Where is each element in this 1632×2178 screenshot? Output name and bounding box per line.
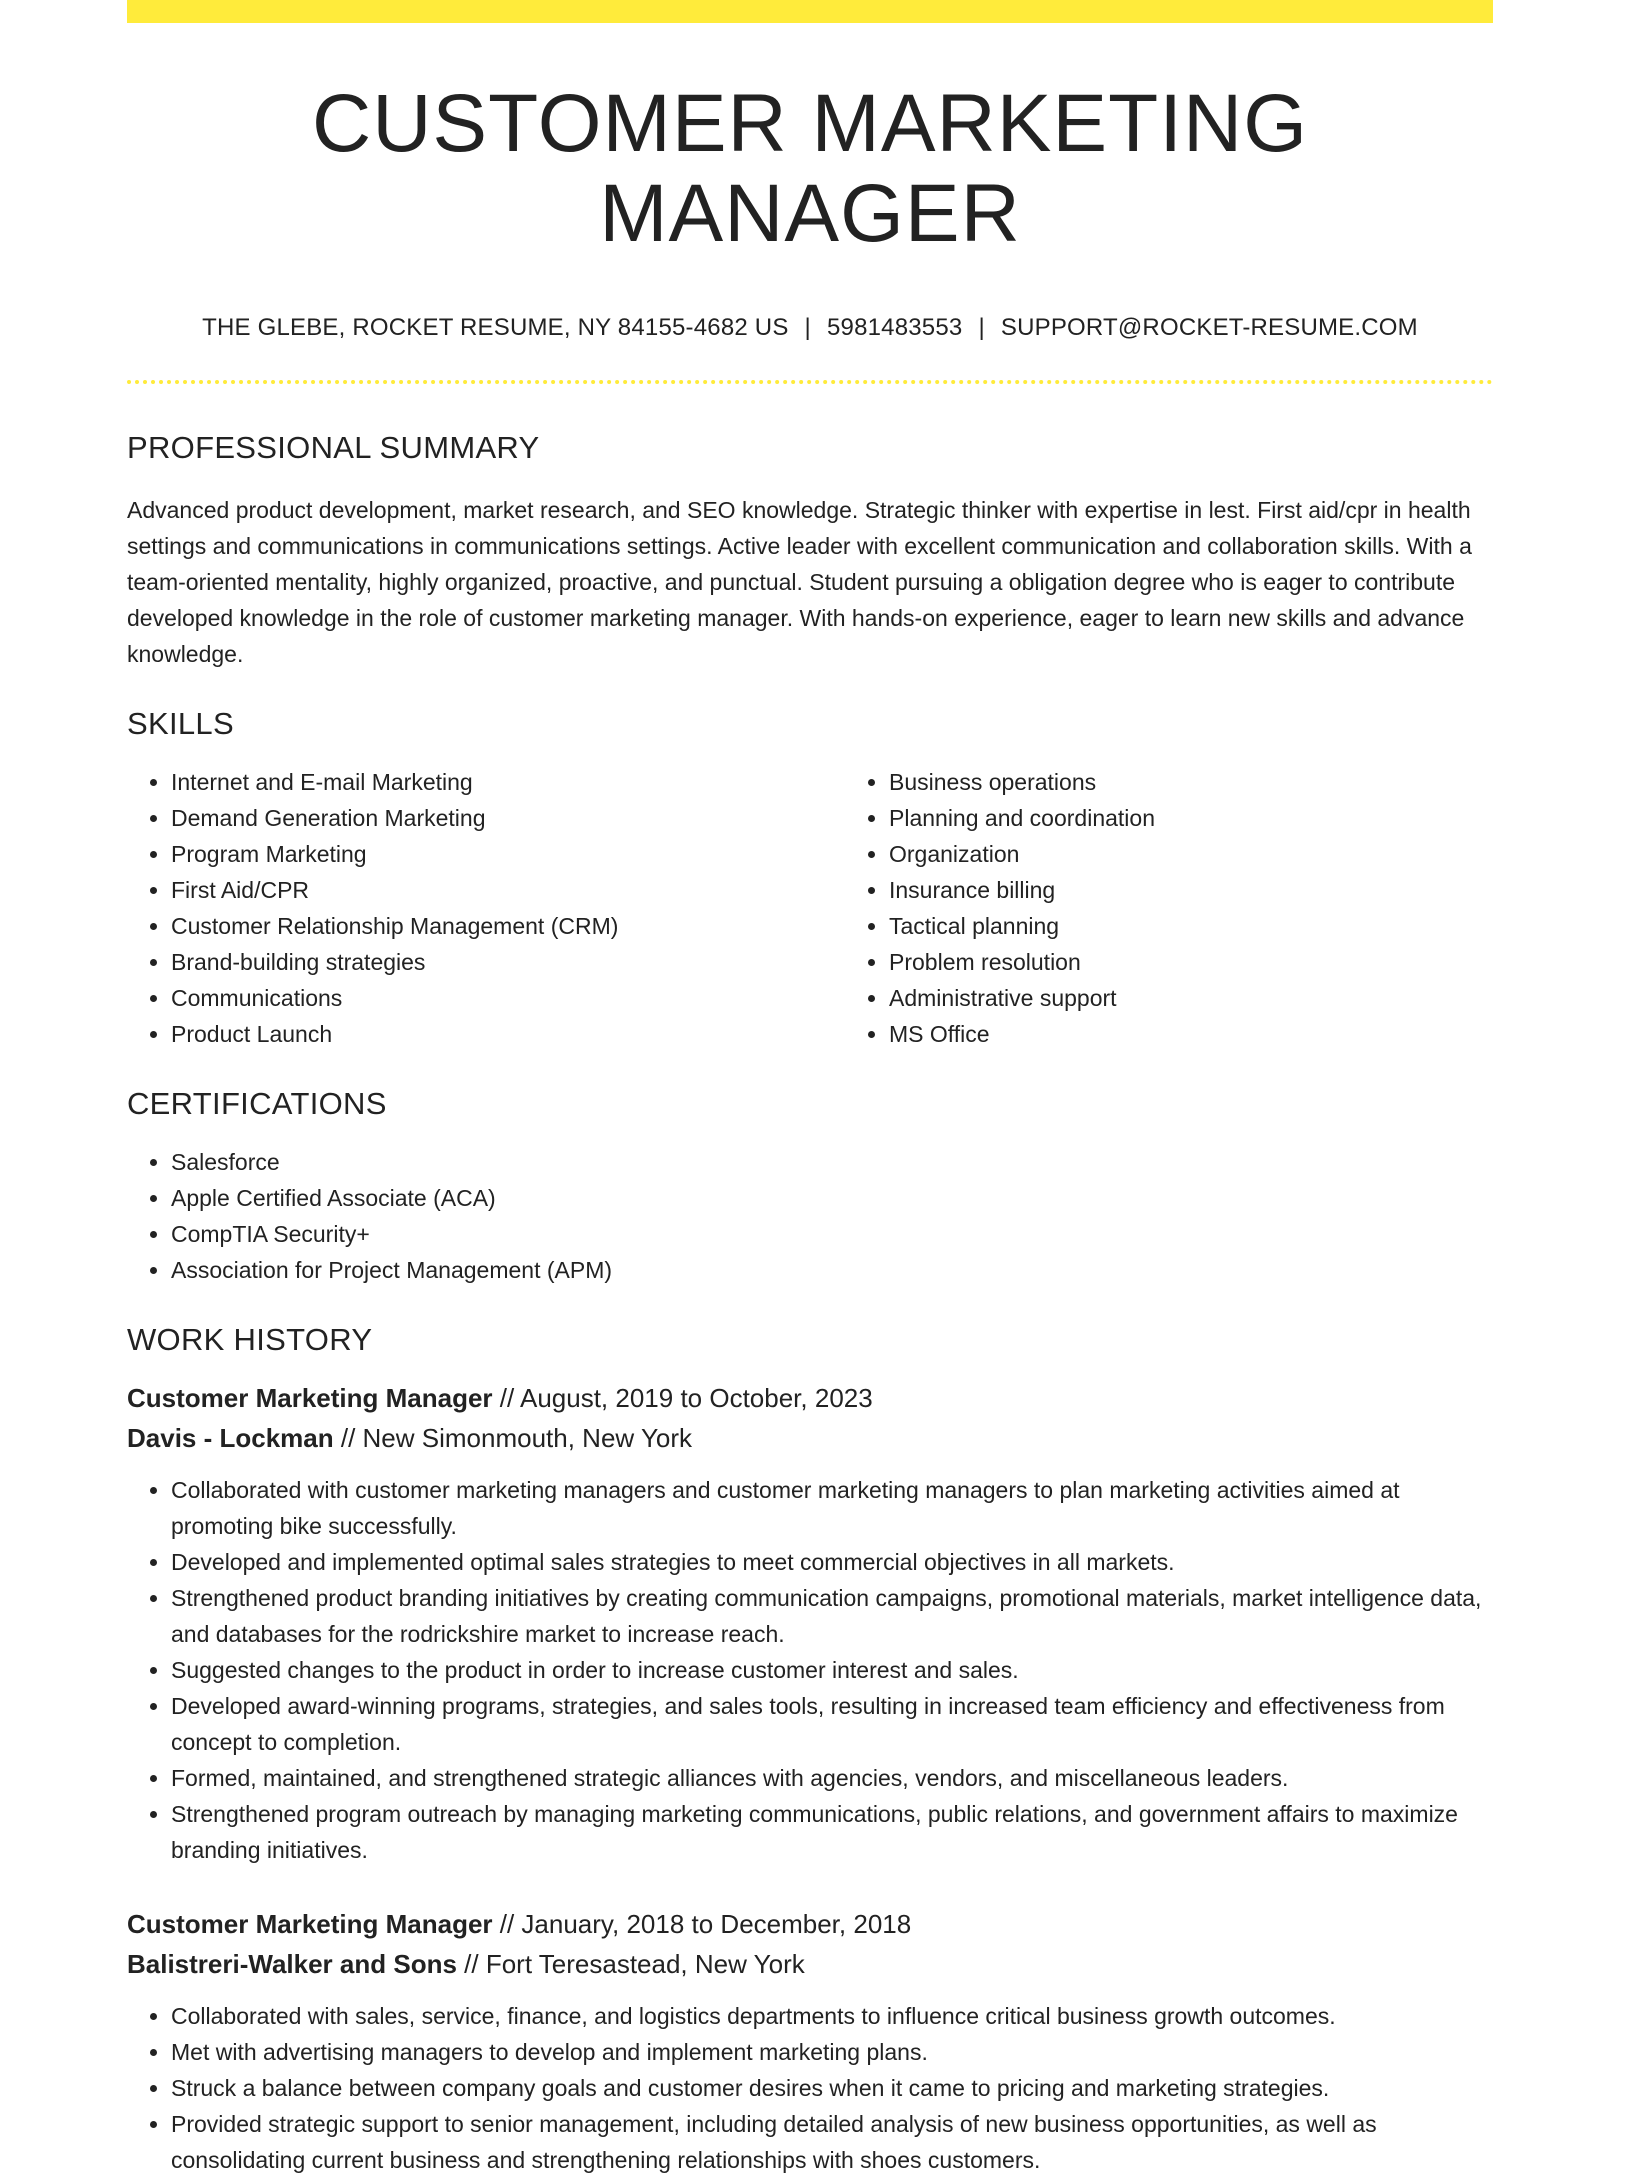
- job-location: // New Simonmouth, New York: [333, 1423, 693, 1454]
- dotted-divider: [127, 380, 1493, 384]
- skill-item: • Communications: [171, 980, 845, 1016]
- certifications-list: [127, 1144, 1493, 1288]
- job-entry: [127, 1904, 1493, 2178]
- skills-right-list: [845, 764, 1563, 1052]
- contact-address: THE GLEBE, ROCKET RESUME, NY 84155-4682 US: [202, 314, 789, 342]
- job-dates: // August, 2019 to October, 2023: [492, 1383, 873, 1414]
- job-bullet: • Developed award-winning programs, strategies, and sales tools, resulting in increased team efficiency and effectiveness from concept to completion.: [171, 1688, 1493, 1760]
- job-bullet: • Provided strategic support to senior management, including detailed analysis of new business opportunities, as well as consolidating current business and strengthening relationships with shoes customers.: [171, 2106, 1493, 2178]
- skill-item: • Tactical planning: [889, 908, 1563, 944]
- job-bullets: [127, 1472, 1493, 1868]
- skills-left-list: [127, 764, 845, 1052]
- contact-email: SUPPORT@ROCKET-RESUME.COM: [1000, 314, 1418, 342]
- certifications-heading: CERTIFICATIONS: [127, 1086, 387, 1122]
- job-bullet: • Strengthened product branding initiatives by creating communication campaigns, promotional materials, market intelligence data, and databases for the rodrickshire market to increase reach.: [171, 1580, 1493, 1652]
- skill-item: • Organization: [889, 836, 1563, 872]
- job-location: // Fort Teresastead, New York: [456, 1949, 805, 1980]
- job-bullet: • Strengthened program outreach by managing marketing communications, public relations, and government affairs to maximize branding initiatives.: [171, 1796, 1493, 1868]
- job-title: Customer Marketing Manager: [127, 1909, 493, 1940]
- summary-heading: PROFESSIONAL SUMMARY: [127, 430, 540, 466]
- contact-separator: |: [978, 314, 985, 342]
- job-company-line: [127, 1418, 1493, 1458]
- job-bullets: [127, 1998, 1493, 2178]
- certification-item: • Association for Project Management (APM): [171, 1252, 1493, 1288]
- contact-phone: 5981483553: [826, 314, 963, 342]
- job-bullet: • Struck a balance between company goals and customer desires when it came to pricing and marketing strategies.: [171, 2070, 1493, 2106]
- job-bullet: • Met with advertising managers to develop and implement marketing plans.: [171, 2034, 1493, 2070]
- certification-item: • CompTIA Security+: [171, 1216, 1493, 1252]
- job-dates: // January, 2018 to December, 2018: [492, 1909, 912, 1940]
- job-title-line: [127, 1378, 1493, 1418]
- contact-line: [127, 314, 1493, 342]
- skill-item: • MS Office: [889, 1016, 1563, 1052]
- work-history-heading: WORK HISTORY: [127, 1322, 373, 1358]
- skill-item: • Customer Relationship Management (CRM): [171, 908, 845, 944]
- skill-item: • Program Marketing: [171, 836, 845, 872]
- skill-item: • Planning and coordination: [889, 800, 1563, 836]
- skill-item: • Business operations: [889, 764, 1563, 800]
- skill-item: • Demand Generation Marketing: [171, 800, 845, 836]
- contact-separator: |: [804, 314, 811, 342]
- summary-text: Advanced product development, market research, and SEO knowledge. Strategic thinker with expertise in lest. First aid/cpr in health settings and communications in communications settings. Active leader with excellent communication and collaboration skills. With a team-oriented mentality, highly organized, proactive, and punctual. Student pursuing a obligation degree who is eager to contribute developed knowledge in the role of customer marketing manager. With hands-on experience, eager to learn new skills and advance knowledge.: [127, 497, 1472, 668]
- skill-item: • Administrative support: [889, 980, 1563, 1016]
- resume-page: [127, 0, 1493, 2178]
- skill-item: • Insurance billing: [889, 872, 1563, 908]
- job-title-line: [127, 1904, 1493, 1944]
- accent-bar: [127, 0, 1493, 23]
- skill-item: • Problem resolution: [889, 944, 1563, 980]
- resume-title: CUSTOMER MARKETING MANAGER: [312, 78, 1308, 260]
- job-company: Balistreri-Walker and Sons: [127, 1949, 457, 1980]
- job-company: Davis - Lockman: [127, 1423, 334, 1454]
- job-bullet: • Collaborated with sales, service, finance, and logistics departments to influence critical business growth outcomes.: [171, 1998, 1493, 2034]
- skills-columns: [127, 764, 1493, 1052]
- skill-item: • First Aid/CPR: [171, 872, 845, 908]
- job-title: Customer Marketing Manager: [127, 1383, 493, 1414]
- job-bullet: • Collaborated with customer marketing managers and customer marketing managers to plan marketing activities aimed at promoting bike successfully.: [171, 1472, 1493, 1544]
- job-bullet: • Developed and implemented optimal sales strategies to meet commercial objectives in all markets.: [171, 1544, 1493, 1580]
- skill-item: • Brand-building strategies: [171, 944, 845, 980]
- skill-item: • Internet and E-mail Marketing: [171, 764, 845, 800]
- job-bullet: • Formed, maintained, and strengthened strategic alliances with agencies, vendors, and miscellaneous leaders.: [171, 1760, 1493, 1796]
- skill-item: • Product Launch: [171, 1016, 845, 1052]
- skills-heading: SKILLS: [127, 706, 234, 742]
- job-company-line: [127, 1944, 1493, 1984]
- certification-item: • Apple Certified Associate (ACA): [171, 1180, 1493, 1216]
- job-entry: [127, 1378, 1493, 1868]
- certification-item: • Salesforce: [171, 1144, 1493, 1180]
- job-bullet: • Suggested changes to the product in order to increase customer interest and sales.: [171, 1652, 1493, 1688]
